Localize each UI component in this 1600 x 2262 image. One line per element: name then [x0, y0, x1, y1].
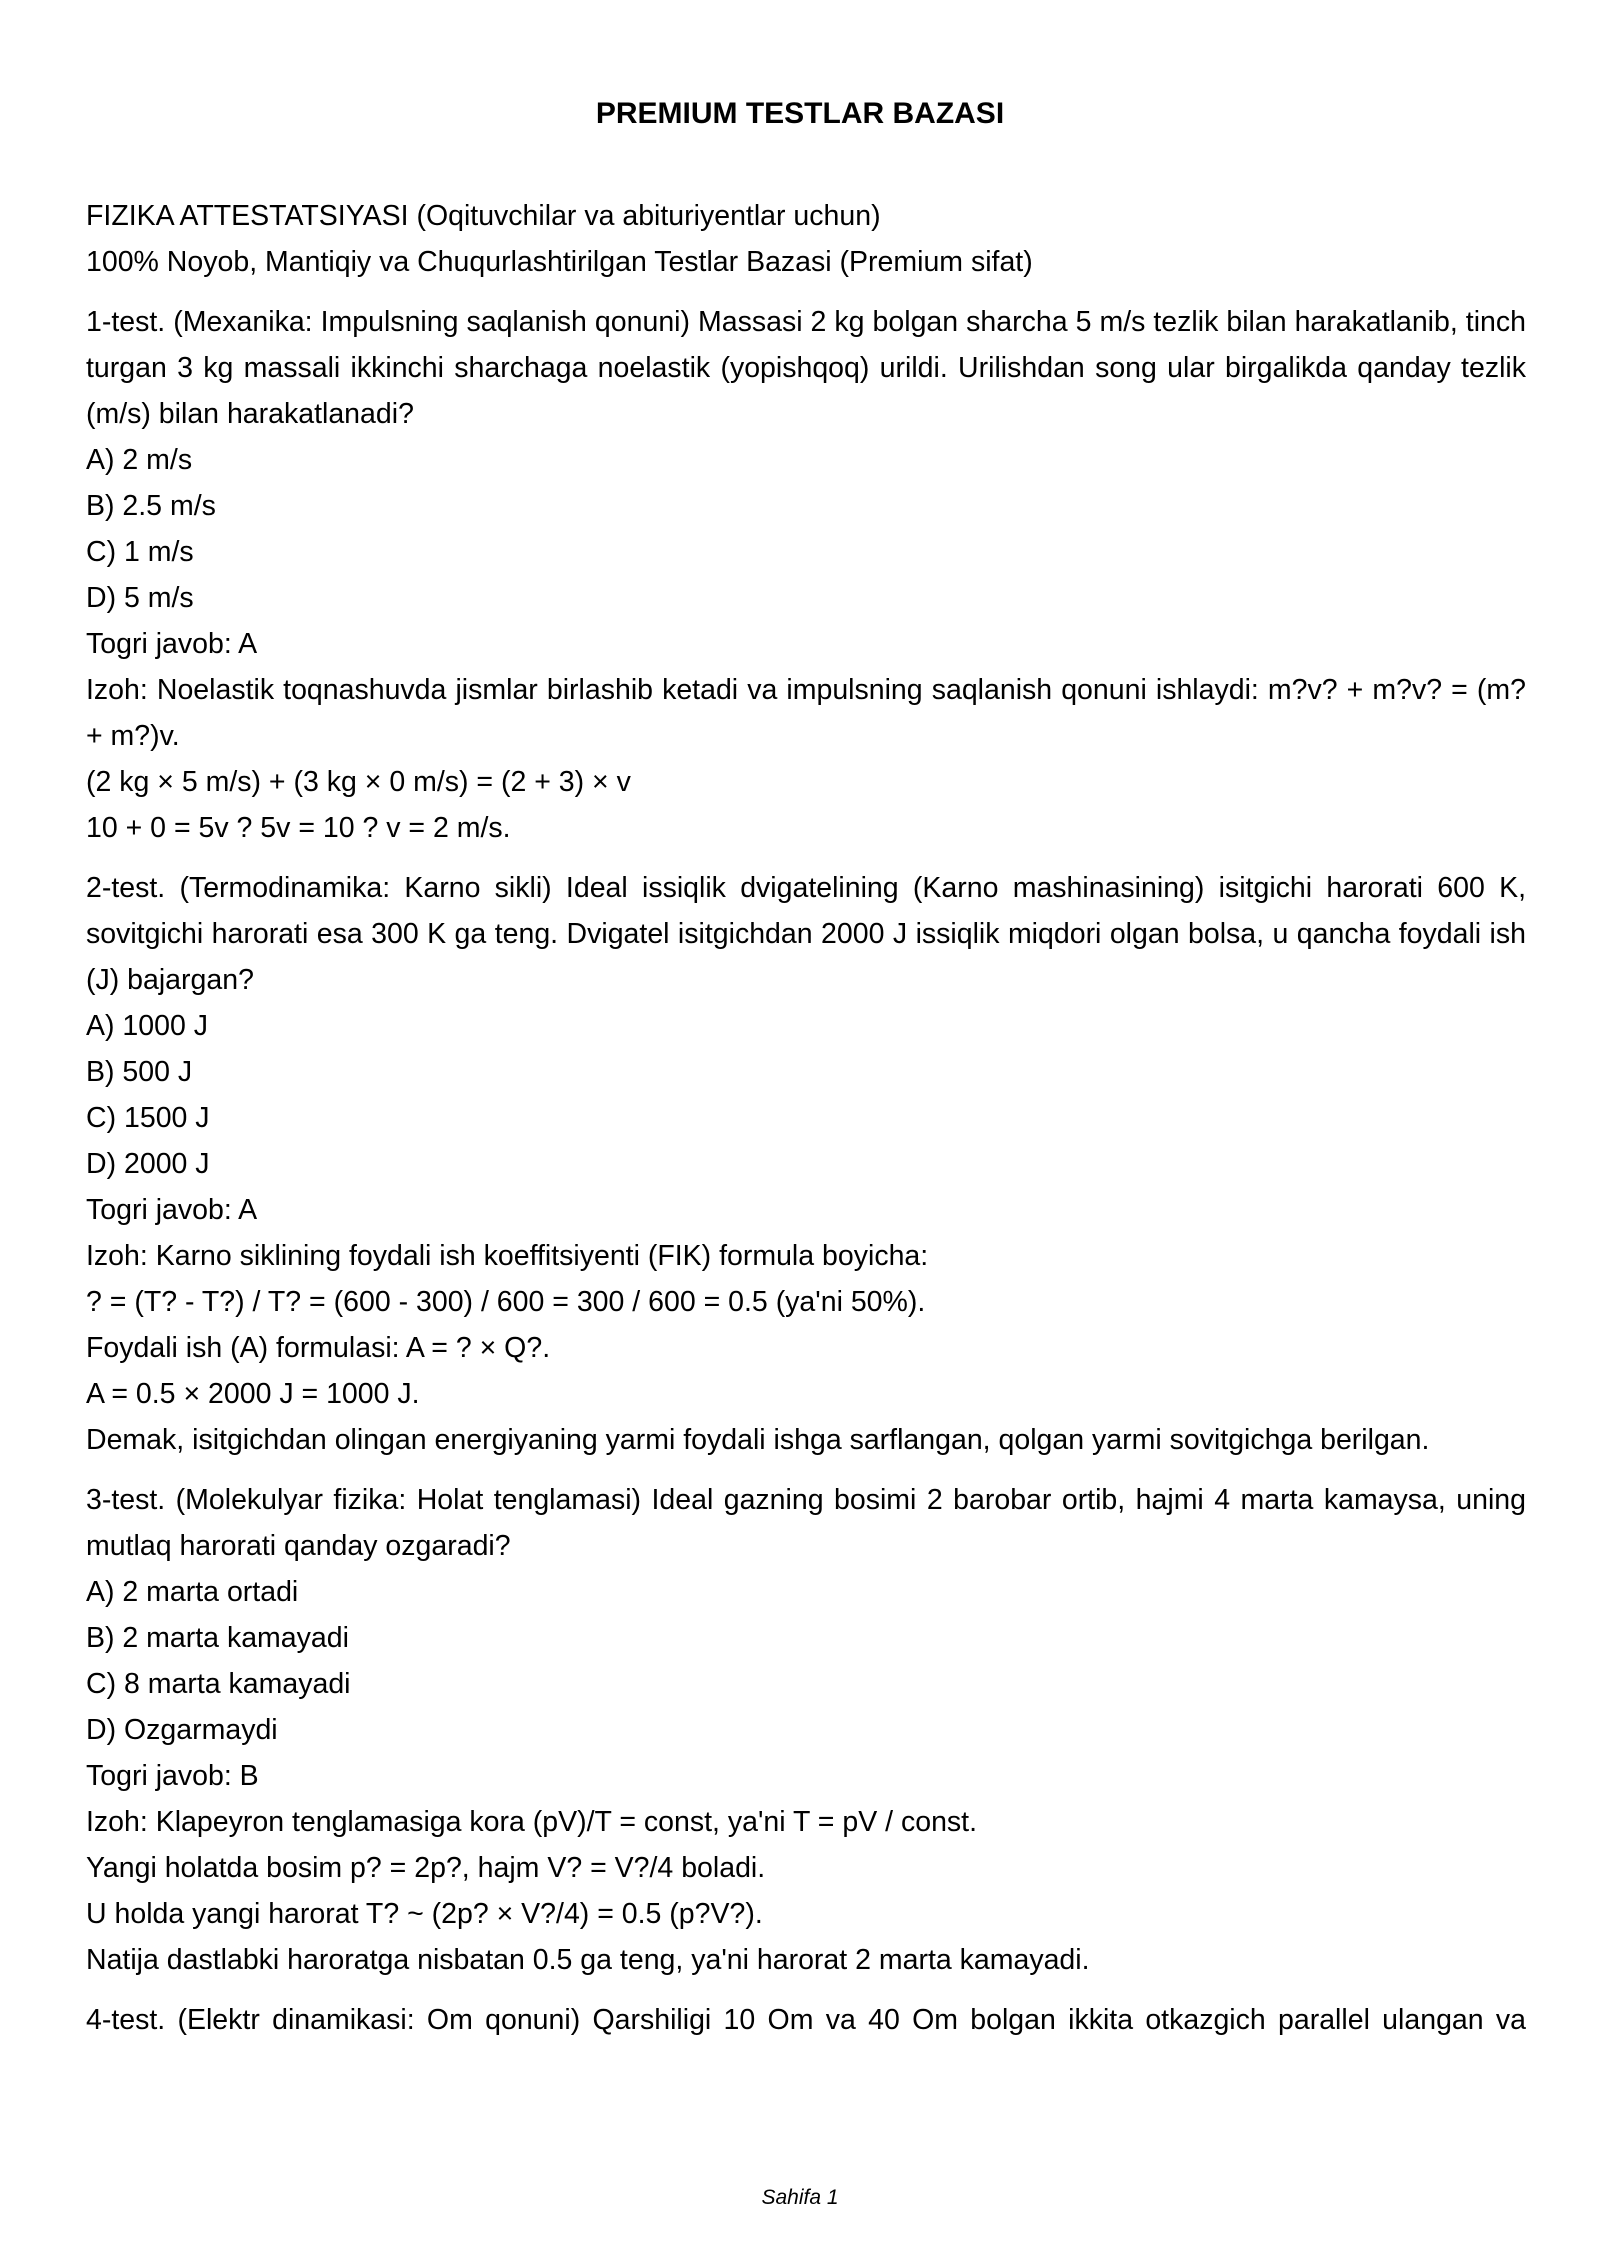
answer-option: C) 1500 J: [86, 1102, 210, 1134]
answer-option: B) 2.5 m/s: [86, 490, 216, 522]
answer-option: B) 500 J: [86, 1056, 193, 1088]
answer-option: A) 1000 J: [86, 1010, 208, 1042]
correct-answer: Togri javob: B: [86, 1760, 259, 1792]
answer-option: A) 2 m/s: [86, 444, 193, 476]
correct-answer: Togri javob: A: [86, 1194, 258, 1226]
answer-option: D) 2000 J: [86, 1148, 210, 1180]
explanation-line: A = 0.5 × 2000 J = 1000 J.: [86, 1378, 420, 1410]
question-block: [86, 1477, 1526, 1983]
explanation-line: Demak, isitgichdan olingan energiyaning yarmi foydali ishga sarflangan, qolgan yarmi sovitgichga berilgan.: [86, 1424, 1430, 1456]
intro-line: FIZIKA ATTESTATSIYASI (Oqituvchilar va abituriyentlar uchun): [86, 200, 881, 232]
answer-option: D) 5 m/s: [86, 582, 194, 614]
explanation-line: Natija dastlabki haroratga nisbatan 0.5 ga teng, ya'ni harorat 2 marta kamayadi.: [86, 1944, 1090, 1976]
question-text: 2-test. (Termodinamika: Karno sikli) Ideal issiqlik dvigatelining (Karno mashinasining) isitgichi harorati 600 K, sovitgichi harorati esa 300 K ga teng. Dvigatel isitgichdan 2000 J issiqlik miqdori olgan bolsa, u qancha foydali ish (J) bajargan?: [86, 872, 1526, 996]
explanation-line: 10 + 0 = 5v ? 5v = 10 ? v = 2 m/s.: [86, 812, 511, 844]
answer-option: C) 8 marta kamayadi: [86, 1668, 351, 1700]
answer-option: C) 1 m/s: [86, 536, 194, 568]
correct-answer: Togri javob: A: [86, 628, 258, 660]
explanation-line: Izoh: Karno siklining foydali ish koeffitsiyenti (FIK) formula boyicha:: [86, 1240, 929, 1272]
page-content: [86, 193, 1526, 2057]
explanation-line: (2 kg × 5 m/s) + (3 kg × 0 m/s) = (2 + 3) × v: [86, 766, 631, 798]
question-block: [86, 865, 1526, 1463]
page-number: Sahifa 1: [761, 2186, 839, 2209]
explanation-line: Foydali ish (A) formulasi: A = ? × Q?.: [86, 1332, 551, 1364]
question-text: 3-test. (Molekulyar fizika: Holat tenglamasi) Ideal gazning bosimi 2 barobar ortib, hajmi 4 marta kamaysa, uning mutlaq harorati qanday ozgaradi?: [86, 1484, 1526, 1562]
intro-block: [86, 193, 1526, 285]
explanation-line: ? = (T? - T?) / T? = (600 - 300) / 600 = 300 / 600 = 0.5 (ya'ni 50%).: [86, 1286, 926, 1318]
explanation-line: Izoh: Noelastik toqnashuvda jismlar birlashib ketadi va impulsning saqlanish qonuni ishlaydi: m?v? + m?v? = (m? + m?)v.: [86, 674, 1526, 752]
question-block: [86, 1997, 1526, 2043]
answer-option: D) Ozgarmaydi: [86, 1714, 278, 1746]
answer-option: B) 2 marta kamayadi: [86, 1622, 349, 1654]
question-block: [86, 299, 1526, 851]
explanation-line: Yangi holatda bosim p? = 2p?, hajm V? = V?/4 boladi.: [86, 1852, 766, 1884]
question-text: 4-test. (Elektr dinamikasi: Om qonuni) Qarshiligi 10 Om va 40 Om bolgan ikkita otkazgich parallel ulangan va: [86, 2004, 1526, 2036]
page-title: PREMIUM TESTLAR BAZASI: [595, 97, 1005, 130]
intro-line: 100% Noyob, Mantiqiy va Chuqurlashtirilgan Testlar Bazasi (Premium sifat): [86, 246, 1033, 278]
question-text: 1-test. (Mexanika: Impulsning saqlanish qonuni) Massasi 2 kg bolgan sharcha 5 m/s tezlik bilan harakatlanib, tinch turgan 3 kg massali ikkinchi sharchaga noelastik (yopishqoq) urildi. Urilishdan song ular birgalikda qanday tezlik (m/s) bilan harakatlanadi?: [86, 306, 1526, 430]
explanation-line: U holda yangi harorat T? ~ (2p? × V?/4) = 0.5 (p?V?).: [86, 1898, 763, 1930]
explanation-line: Izoh: Klapeyron tenglamasiga kora (pV)/T = const, ya'ni T = pV / const.: [86, 1806, 978, 1838]
answer-option: A) 2 marta ortadi: [86, 1576, 299, 1608]
